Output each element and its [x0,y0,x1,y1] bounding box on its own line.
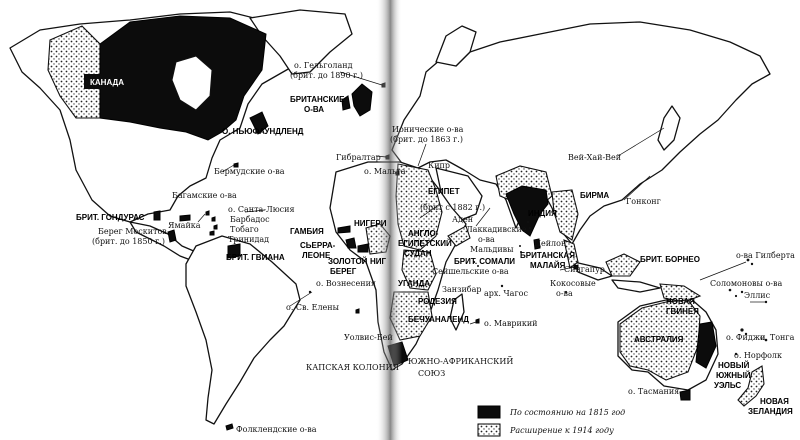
label-tasmania: о. Тасмания [628,387,680,396]
label-jamaica: Ямайка [168,221,201,230]
label-anglo-egyptian-2: ЕГИПЕТСКИЙ [398,239,452,248]
label-uganda: УГАНДА [398,279,431,288]
label-gold-coast-2: БЕРЕГ [330,267,357,276]
label-nsw: НОВЫЙ [718,361,750,370]
label-ceylon: Цейлон [534,239,567,248]
legend-swatch-expansion-1914 [478,424,500,436]
label-hong-kong: Гонконг [626,197,661,206]
label-egypt: ЕГИПЕТ [428,187,460,196]
label-heligoland-note: (брит. до 1890 г.) [290,71,363,80]
brit-honduras-held [154,211,160,220]
label-cyprus: Кипр [428,161,450,170]
label-walvis: Уолвис-Бей [344,333,393,342]
label-cocos: Кокосовые [550,279,596,288]
mauritius-held [476,319,479,323]
label-brit-guiana: БРИТ. ГВИАНА [226,253,285,262]
label-sierra-leone: СЬЕРРА- [300,241,336,250]
sierra-leone-held [346,238,356,248]
label-trinidad: Тринидад [228,235,270,244]
label-maldives: Мальдивы [470,245,514,254]
borneo-expansion [606,254,640,276]
label-british-isles-2: О-ВА [304,105,325,114]
tasmania-held [680,390,690,400]
label-aden: Аден [452,215,474,224]
label-laccadive: Лаккадивские [466,225,527,234]
gold-coast-held [358,244,368,252]
label-gibraltar: Гибралтар [336,153,381,162]
caribbean-islands-held [206,211,217,235]
label-india: ИНДИЯ [528,209,557,218]
legend-label-held-1815: По состоянию на 1815 год [510,408,626,417]
label-bechuanaland: БЕЧУАНАЛЕНД [408,315,469,324]
falklands-held [226,424,233,430]
legend-swatch-held-1815 [478,406,500,418]
label-seychelles: Сейшельские о-ва [432,267,509,276]
label-rhodesia: РОДЕЗИЯ [418,297,457,306]
label-brit-somali: БРИТ. СОМАЛИ [454,257,515,266]
label-cape-colony: КАПСКАЯ КОЛОНИЯ [306,363,399,372]
label-new-zealand-2: ЗЕЛАНДИЯ [748,407,793,416]
mosquito-coast-held [168,230,176,242]
label-anglo-egyptian: АНГЛО- [408,229,439,238]
label-falklands: Фолклендские о-ва [236,425,317,434]
label-ascension: о. Вознесения [316,279,376,288]
label-new-guinea-2: ГВИНЕЯ [666,307,699,316]
label-gambia: ГАМБИЯ [290,227,324,236]
label-norfolk: о. Норфолк [734,351,782,360]
label-ellis: Эллис [744,291,771,300]
label-singapore: Сингапур [564,265,605,274]
label-mosquito-note: (брит. до 1850 г.) [92,237,165,246]
label-nigeria: НИГЕРИ [354,219,387,228]
label-solomon: Соломоновы о-ва [710,279,783,288]
label-brit-honduras: БРИТ. ГОНДУРАС [76,213,145,222]
label-british-isles: БРИТАНСКИЕ [290,95,345,104]
label-st-helena: о. Св. Елены [286,303,339,312]
label-bermuda: Бермудские о-ва [214,167,285,176]
label-nsw-3: УЭЛЬС [714,381,742,390]
label-new-guinea: НОВАЯ [666,297,695,306]
label-cocos-2: о-ва [556,289,573,298]
label-malta: о. Мальта [364,167,406,176]
label-tobago: Тобаго [230,225,259,234]
label-st-lucia: о. Санта-Люсия [228,205,295,214]
label-gold-coast: ЗОЛОТОЙ [328,257,368,266]
label-nsw-2: ЮЖНЫЙ [716,371,751,380]
label-wei-hai-wei: Вей-Хай-Вей [568,153,622,162]
label-egypt-note: (брит с 1882 г.) [420,203,486,212]
label-burma: БИРМА [580,191,610,200]
label-south-africa-2: СОЮЗ [418,369,446,378]
legend-label-expansion-1914: Расширение к 1914 году [510,426,614,435]
label-ionian: Ионические о-ва [392,125,464,134]
british-isles-held [342,84,372,116]
label-heligoland: о. Гельголанд [294,61,353,70]
label-tonga: о. Тонга [760,333,795,342]
label-chagos: арх. Чагос [484,289,528,298]
south-america-landmass [186,236,300,424]
label-new-zealand: НОВАЯ [760,397,789,406]
label-laccadive-2: о-ва [478,235,495,244]
label-canada: КАНАДА [90,78,124,87]
label-anglo-egyptian-3: СУДАН [404,249,432,258]
label-newfoundland: О. НЬЮФАУНДЛЕНД [222,127,304,136]
label-zanzibar: Занзибар [442,285,482,294]
label-south-africa: ЮЖНО-АФРИКАНСКИЙ [408,357,514,366]
label-sierra-leone-2: ЛЕОНЕ [302,251,331,260]
label-brit-malaya: БРИТАНСКАЯ [520,251,575,260]
map-legend [478,406,625,436]
label-brit-borneo: БРИТ. БОРНЕО [640,255,700,264]
label-mauritius: о. Маврикий [484,319,538,328]
st-helena-held [356,309,359,313]
label-gilbert: о-ва Гилберта [736,251,795,260]
label-ionian-note: (брит. до 1863 г.) [390,135,463,144]
label-bahamas: Багамские о-ва [172,191,237,200]
label-australia: АВСТРАЛИЯ [634,335,684,344]
label-fiji: о. Фиджи [726,333,766,342]
label-barbados: Барбадос [230,215,270,224]
label-brit-malaya-2: МАЛАЙЯ [530,261,566,270]
label-nigeria-2: НИГ [370,257,387,266]
label-mosquito: Берег Москитов [98,227,167,236]
